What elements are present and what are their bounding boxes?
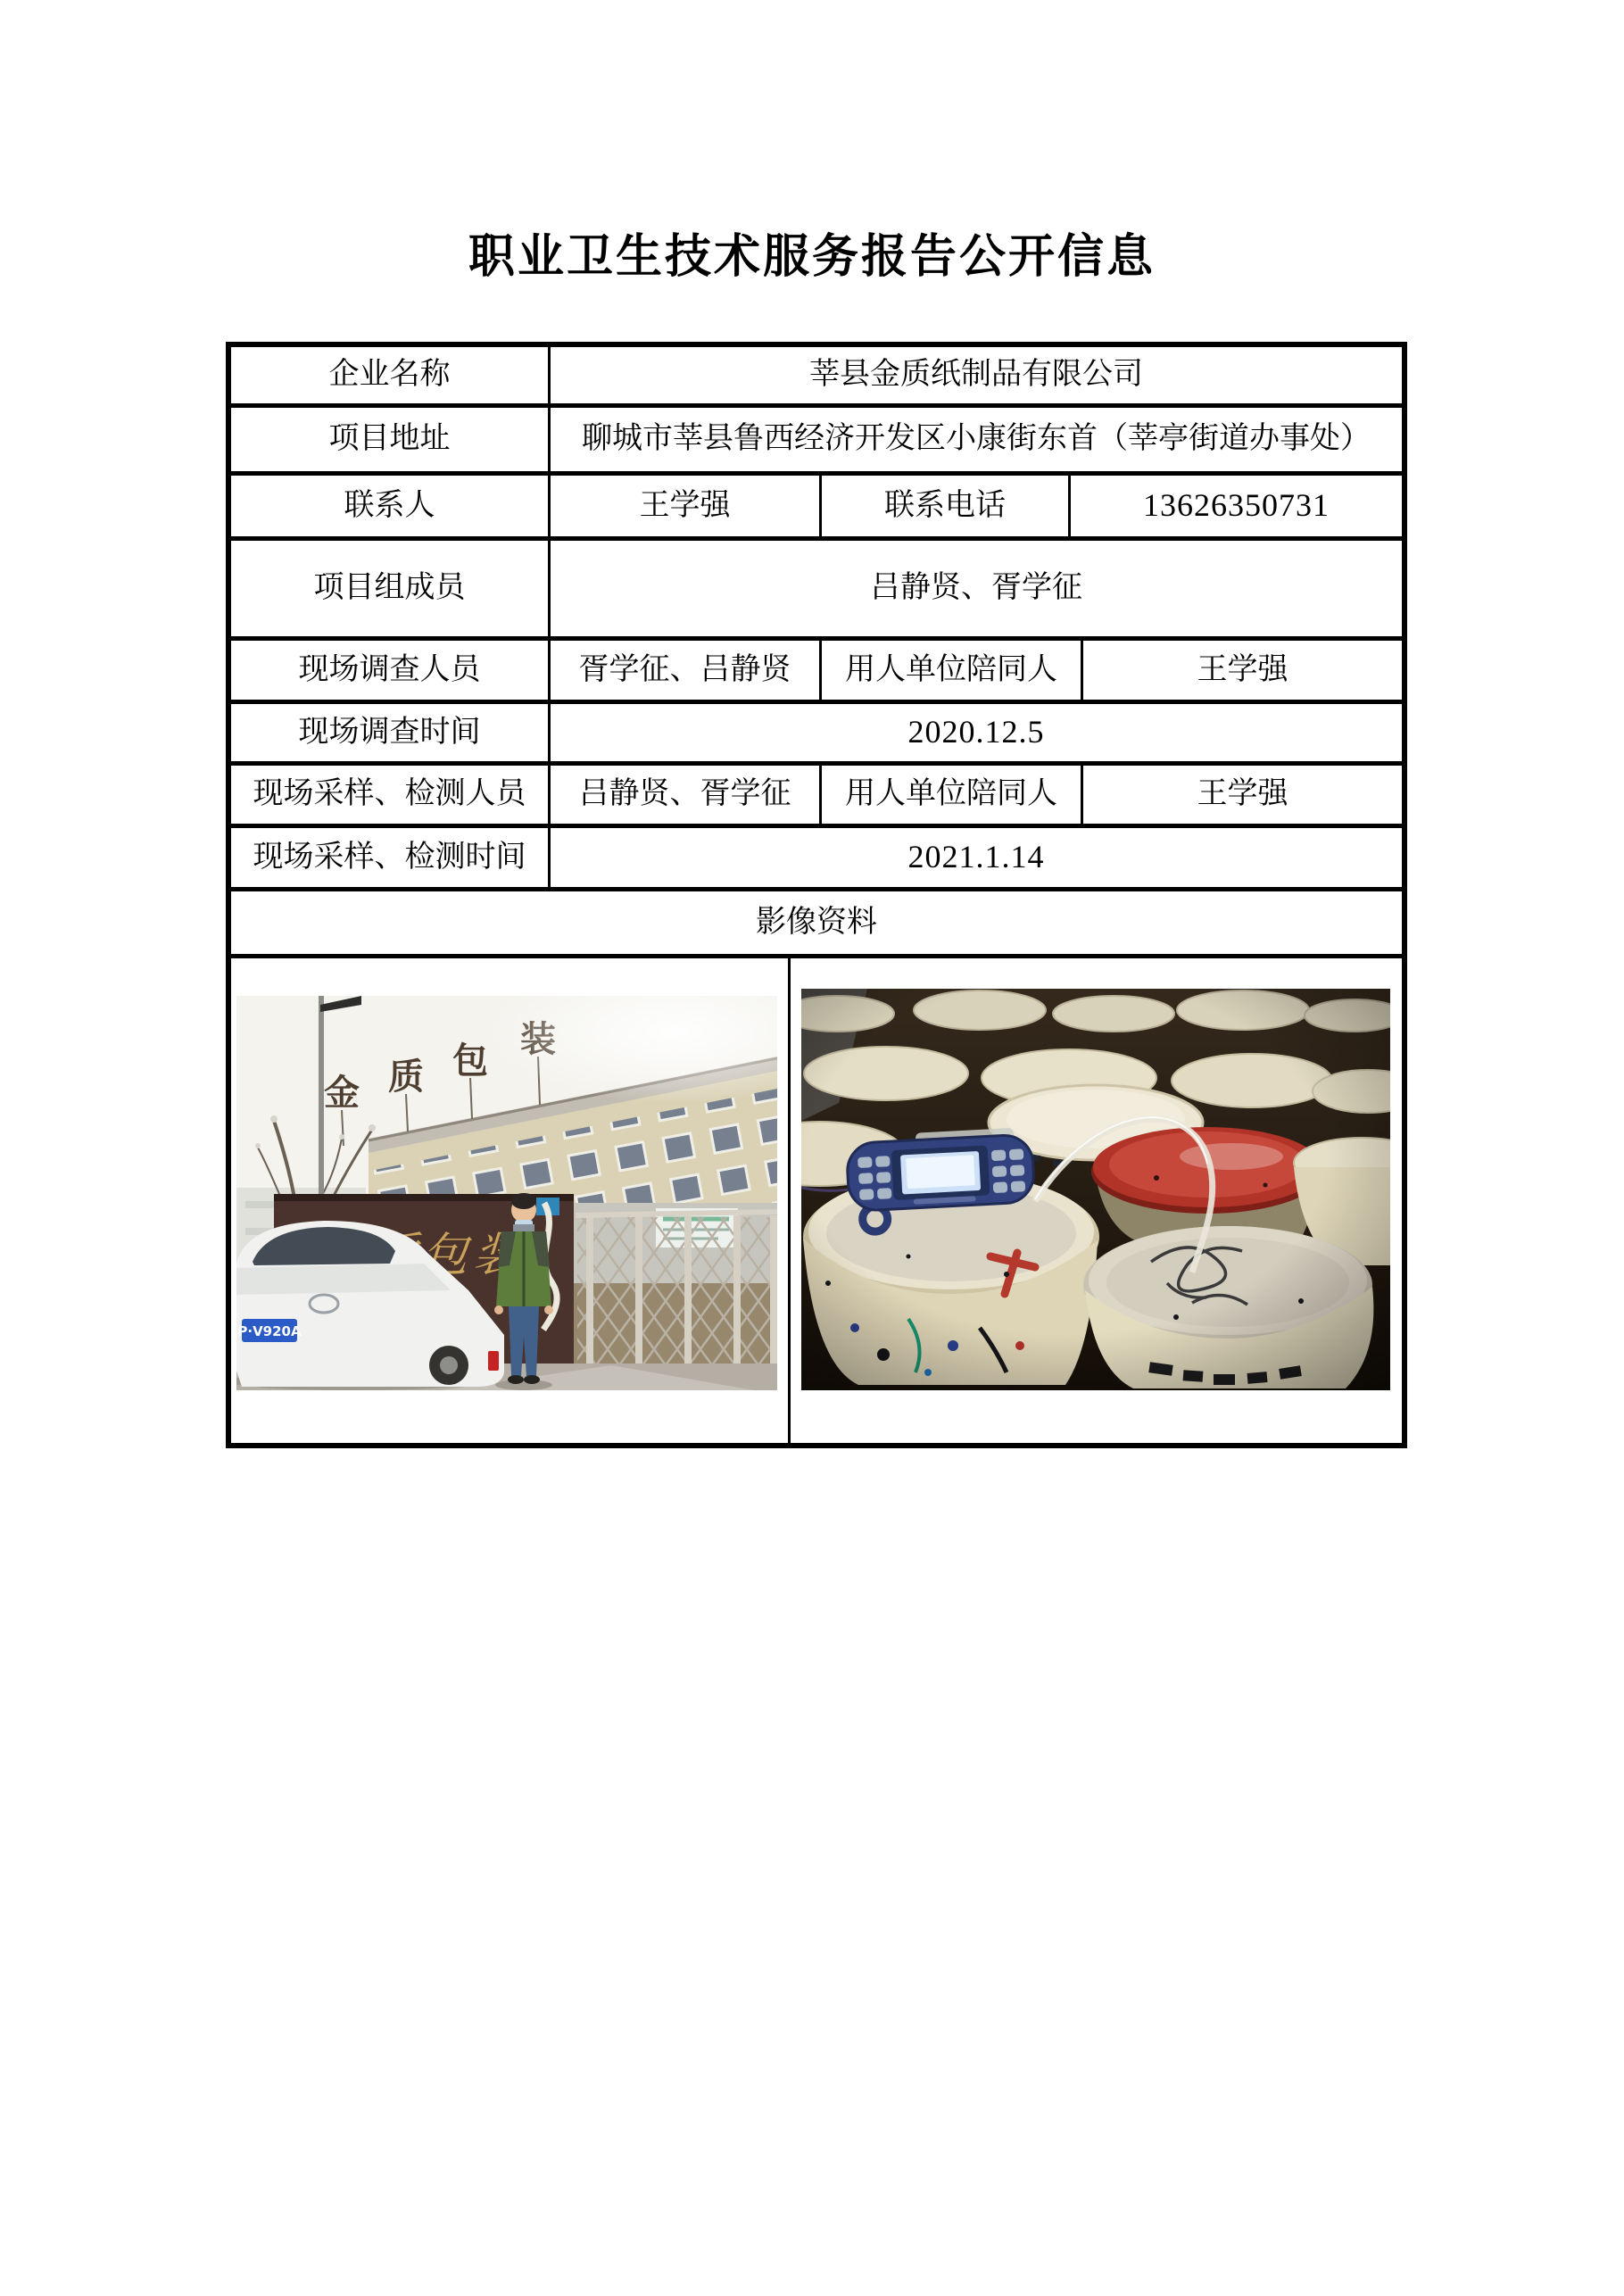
site-survey-time-label: 现场调查时间 (231, 704, 551, 761)
photo-row (231, 958, 1402, 1443)
site-survey-staff-label: 现场调查人员 (231, 641, 551, 700)
project-address-value: 聊城市莘县鲁西经济开发区小康街东首（莘亭街道办事处） (582, 422, 1371, 456)
company-name-label: 企业名称 (231, 347, 551, 403)
page-title: 职业卫生技术服务报告公开信息 (468, 230, 1156, 284)
gate-area (574, 1203, 777, 1374)
table-row (231, 641, 1402, 704)
contact-phone-label: 联系电话 (822, 476, 1071, 536)
photo-cell-right (791, 958, 1402, 1443)
table-row (231, 476, 1402, 541)
media-section-label: 影像资料 (756, 905, 877, 939)
report-table (226, 342, 1407, 1448)
contact-person-label: 联系人 (231, 476, 551, 536)
contact-person-value: 王学强 (551, 476, 822, 536)
employer-companion2-label: 用人单位陪同人 (822, 766, 1083, 824)
project-team-label: 项目组成员 (231, 541, 551, 636)
factory-gate-photo (236, 996, 777, 1390)
person-hair (511, 1193, 536, 1209)
project-address-label: 项目地址 (231, 408, 551, 471)
sampling-staff-value: 吕静贤、胥学征 (551, 766, 822, 824)
company-name-value: 莘县金质纸制品有限公司 (809, 358, 1143, 392)
table-row (231, 347, 1402, 408)
license-plate-text: P·V920A (237, 1323, 302, 1339)
employer-companion-value: 王学强 (1197, 652, 1288, 686)
rooftop-sign-char: 金 (324, 1073, 360, 1114)
employer-companion-label: 用人单位陪同人 (822, 641, 1083, 700)
sampling-staff-label: 现场采样、检测人员 (231, 766, 551, 824)
table-row (231, 541, 1402, 641)
sampling-time-label: 现场采样、检测时间 (231, 828, 551, 887)
rooftop-sign-char: 质 (388, 1057, 424, 1098)
vignette (801, 989, 1390, 1390)
site-survey-staff-value: 胥学征、吕静贤 (551, 641, 822, 700)
table-row (231, 704, 1402, 766)
car-taillight (488, 1351, 499, 1371)
sampling-time-value: 2021.1.14 (907, 839, 1045, 875)
table-row (231, 828, 1402, 891)
photo-cell-left (231, 958, 791, 1443)
table-row (231, 766, 1402, 828)
project-team-value: 吕静贤、胥学征 (870, 571, 1082, 605)
contact-phone-value: 13626350731 (1143, 487, 1330, 524)
table-row (231, 891, 1402, 958)
table-row (231, 408, 1402, 476)
paint-buckets-photo (801, 989, 1390, 1390)
rooftop-sign-char: 包 (452, 1040, 488, 1082)
employer-companion2-value: 王学强 (1197, 777, 1288, 811)
site-survey-time-value: 2020.12.5 (907, 714, 1045, 750)
